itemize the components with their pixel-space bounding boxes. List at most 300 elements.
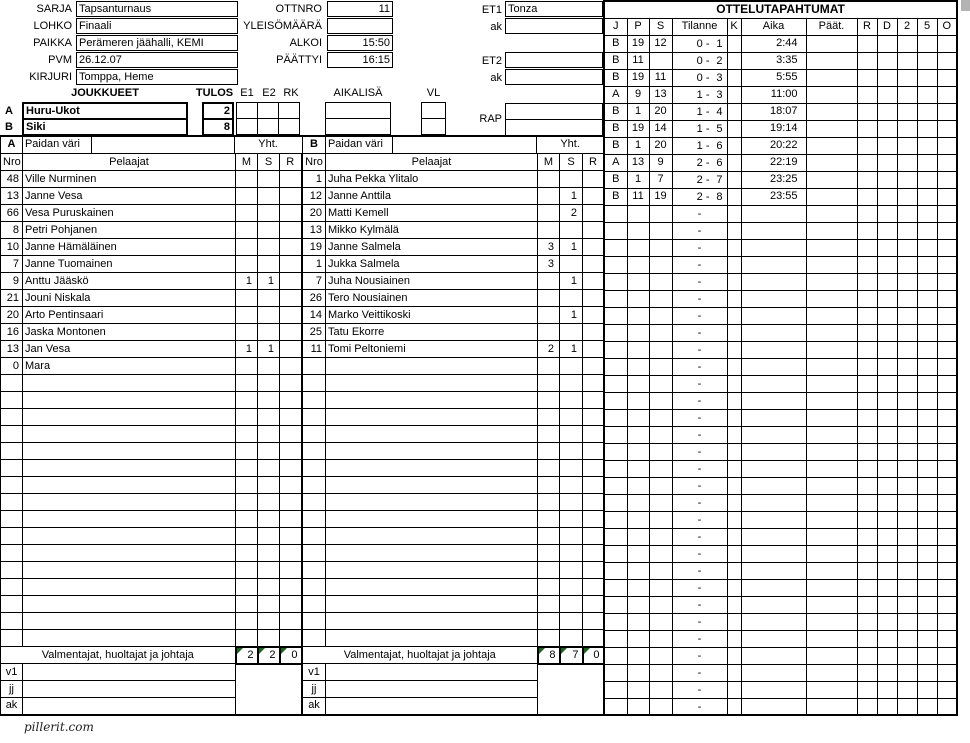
event-time-cell[interactable] (741, 273, 806, 290)
event-d-cell[interactable] (877, 86, 897, 103)
player-name-cell[interactable] (23, 426, 236, 443)
event-scorer-cell[interactable]: 1 (627, 103, 649, 120)
event-5min-cell[interactable] (917, 120, 937, 137)
event-assist-cell[interactable] (649, 52, 672, 69)
event-paat-cell[interactable] (806, 596, 857, 613)
player-number-cell[interactable] (1, 477, 23, 494)
event-time-cell[interactable] (741, 528, 806, 545)
event-k-cell[interactable] (727, 698, 741, 715)
event-2min-cell[interactable] (897, 256, 917, 273)
player-name-cell[interactable]: Vesa Puruskainen (23, 205, 236, 222)
player-assists-cell[interactable]: 1 (258, 273, 280, 290)
event-team-cell[interactable] (604, 698, 627, 715)
player-goals-cell[interactable] (538, 222, 560, 239)
event-scorer-cell[interactable] (627, 341, 649, 358)
player-name-cell[interactable] (326, 545, 538, 562)
player-name-cell[interactable] (326, 511, 538, 528)
event-time-cell[interactable]: 19:14 (741, 120, 806, 137)
team-b-shirt-color-cell[interactable] (393, 137, 538, 153)
event-paat-cell[interactable] (806, 188, 857, 205)
event-r-cell[interactable] (857, 69, 877, 86)
event-r-cell[interactable] (857, 562, 877, 579)
event-r-cell[interactable] (857, 358, 877, 375)
event-2min-cell[interactable] (897, 52, 917, 69)
player-assists-cell[interactable] (258, 307, 280, 324)
event-o-cell[interactable] (937, 528, 957, 545)
event-score-cell[interactable] (672, 630, 727, 647)
event-r-cell[interactable] (857, 460, 877, 477)
event-time-cell[interactable] (741, 460, 806, 477)
player-assists-cell[interactable] (560, 171, 583, 188)
player-assists-cell[interactable] (560, 443, 583, 460)
event-scorer-cell[interactable] (627, 494, 649, 511)
event-time-cell[interactable] (741, 477, 806, 494)
event-o-cell[interactable] (937, 613, 957, 630)
event-2min-cell[interactable] (897, 375, 917, 392)
player-goals-cell[interactable] (236, 375, 258, 392)
player-goals-cell[interactable] (236, 171, 258, 188)
event-team-cell[interactable] (604, 664, 627, 681)
player-name-cell[interactable] (23, 511, 236, 528)
event-2min-cell[interactable] (897, 171, 917, 188)
player-goals-cell[interactable] (236, 392, 258, 409)
event-paat-cell[interactable] (806, 494, 857, 511)
player-number-cell[interactable]: 7 (303, 273, 326, 290)
player-penalty-cell[interactable] (583, 562, 604, 579)
event-assist-cell[interactable] (649, 273, 672, 290)
player-assists-cell[interactable] (258, 460, 280, 477)
player-goals-cell[interactable] (538, 545, 560, 562)
player-name-cell[interactable] (326, 579, 538, 596)
team-a-total-goals-cell[interactable]: 2 (236, 647, 258, 664)
event-score-cell[interactable] (672, 596, 727, 613)
event-assist-cell[interactable]: 9 (649, 154, 672, 171)
player-goals-cell[interactable] (236, 256, 258, 273)
event-assist-cell[interactable] (649, 630, 672, 647)
player-assists-cell[interactable] (258, 562, 280, 579)
event-k-cell[interactable] (727, 528, 741, 545)
event-team-cell[interactable] (604, 647, 627, 664)
player-penalty-cell[interactable] (280, 528, 302, 545)
event-assist-cell[interactable] (649, 528, 672, 545)
event-k-cell[interactable] (727, 358, 741, 375)
event-r-cell[interactable] (857, 409, 877, 426)
event-team-cell[interactable] (604, 375, 627, 392)
event-time-cell[interactable] (741, 222, 806, 239)
event-scorer-cell[interactable] (627, 273, 649, 290)
field-value-cell[interactable]: Tomppa, Heme (76, 69, 238, 85)
player-number-cell[interactable] (303, 613, 326, 630)
player-number-cell[interactable]: 13 (1, 188, 23, 205)
player-assists-cell[interactable] (258, 494, 280, 511)
event-k-cell[interactable] (727, 86, 741, 103)
event-k-cell[interactable] (727, 545, 741, 562)
player-penalty-cell[interactable] (280, 290, 302, 307)
player-goals-cell[interactable] (538, 188, 560, 205)
player-number-cell[interactable]: 9 (1, 273, 23, 290)
event-paat-cell[interactable] (806, 358, 857, 375)
event-k-cell[interactable] (727, 341, 741, 358)
team-a-shirt-color-cell[interactable] (92, 137, 236, 153)
player-name-cell[interactable]: Jan Vesa (23, 341, 236, 358)
event-assist-cell[interactable] (649, 647, 672, 664)
player-penalty-cell[interactable] (583, 426, 604, 443)
event-team-cell[interactable]: B (604, 188, 627, 205)
player-name-cell[interactable] (23, 409, 236, 426)
event-k-cell[interactable] (727, 69, 741, 86)
event-score-cell[interactable] (672, 188, 727, 205)
event-assist-cell[interactable]: 20 (649, 137, 672, 154)
player-penalty-cell[interactable] (280, 188, 302, 205)
staff-merged-cell[interactable] (538, 664, 604, 715)
event-paat-cell[interactable] (806, 477, 857, 494)
event-d-cell[interactable] (877, 52, 897, 69)
event-d-cell[interactable] (877, 698, 897, 715)
event-assist-cell[interactable] (649, 579, 672, 596)
event-d-cell[interactable] (877, 341, 897, 358)
event-paat-cell[interactable] (806, 545, 857, 562)
field-value-cell[interactable]: 26.12.07 (76, 52, 238, 68)
player-number-cell[interactable] (1, 426, 23, 443)
event-assist-cell[interactable] (649, 596, 672, 613)
event-score-cell[interactable] (672, 562, 727, 579)
player-assists-cell[interactable] (258, 239, 280, 256)
player-goals-cell[interactable] (538, 358, 560, 375)
event-team-cell[interactable] (604, 579, 627, 596)
event-2min-cell[interactable] (897, 392, 917, 409)
team-a-total-penalty-cell[interactable]: 0 (280, 647, 302, 664)
event-r-cell[interactable] (857, 307, 877, 324)
event-o-cell[interactable] (937, 205, 957, 222)
rap-value-cell-2[interactable] (506, 120, 602, 135)
player-goals-cell[interactable] (236, 205, 258, 222)
event-o-cell[interactable] (937, 664, 957, 681)
event-o-cell[interactable] (937, 307, 957, 324)
event-time-cell[interactable] (741, 630, 806, 647)
event-d-cell[interactable] (877, 205, 897, 222)
player-goals-cell[interactable] (236, 290, 258, 307)
event-r-cell[interactable] (857, 35, 877, 52)
jj-name-cell[interactable] (326, 681, 538, 698)
player-name-cell[interactable]: Janne Vesa (23, 188, 236, 205)
player-number-cell[interactable] (303, 375, 326, 392)
event-2min-cell[interactable] (897, 562, 917, 579)
player-penalty-cell[interactable] (280, 630, 302, 647)
event-scorer-cell[interactable] (627, 375, 649, 392)
player-goals-cell[interactable] (236, 358, 258, 375)
event-k-cell[interactable] (727, 171, 741, 188)
event-team-cell[interactable] (604, 596, 627, 613)
event-2min-cell[interactable] (897, 290, 917, 307)
player-goals-cell[interactable] (538, 392, 560, 409)
event-time-cell[interactable] (741, 307, 806, 324)
event-team-cell[interactable] (604, 409, 627, 426)
player-number-cell[interactable]: 66 (1, 205, 23, 222)
event-o-cell[interactable] (937, 69, 957, 86)
event-scorer-cell[interactable]: 19 (627, 69, 649, 86)
player-number-cell[interactable] (303, 511, 326, 528)
event-score-cell[interactable] (672, 545, 727, 562)
player-number-cell[interactable]: 12 (303, 188, 326, 205)
player-penalty-cell[interactable] (583, 528, 604, 545)
event-r-cell[interactable] (857, 205, 877, 222)
event-scorer-cell[interactable] (627, 562, 649, 579)
event-d-cell[interactable] (877, 630, 897, 647)
event-scorer-cell[interactable]: 19 (627, 35, 649, 52)
event-scorer-cell[interactable]: 13 (627, 154, 649, 171)
player-number-cell[interactable]: 1 (303, 171, 326, 188)
event-assist-cell[interactable] (649, 426, 672, 443)
event-paat-cell[interactable] (806, 290, 857, 307)
event-scorer-cell[interactable] (627, 596, 649, 613)
event-k-cell[interactable] (727, 103, 741, 120)
event-r-cell[interactable] (857, 341, 877, 358)
event-k-cell[interactable] (727, 596, 741, 613)
player-goals-cell[interactable] (538, 579, 560, 596)
player-goals-cell[interactable] (538, 307, 560, 324)
player-penalty-cell[interactable] (583, 511, 604, 528)
player-number-cell[interactable]: 0 (1, 358, 23, 375)
event-2min-cell[interactable] (897, 137, 917, 154)
player-name-cell[interactable]: Ville Nurminen (23, 171, 236, 188)
player-number-cell[interactable]: 21 (1, 290, 23, 307)
event-paat-cell[interactable] (806, 613, 857, 630)
player-penalty-cell[interactable] (280, 426, 302, 443)
event-team-cell[interactable] (604, 477, 627, 494)
event-score-cell[interactable] (672, 137, 727, 154)
player-name-cell[interactable]: Janne Hämäläinen (23, 239, 236, 256)
event-o-cell[interactable] (937, 443, 957, 460)
player-number-cell[interactable] (1, 613, 23, 630)
event-2min-cell[interactable] (897, 630, 917, 647)
event-r-cell[interactable] (857, 86, 877, 103)
player-number-cell[interactable] (1, 443, 23, 460)
player-number-cell[interactable] (1, 511, 23, 528)
player-penalty-cell[interactable] (280, 562, 302, 579)
player-number-cell[interactable] (1, 528, 23, 545)
player-assists-cell[interactable] (560, 579, 583, 596)
event-team-cell[interactable]: B (604, 120, 627, 137)
et2-value-cell[interactable] (505, 52, 603, 68)
player-name-cell[interactable] (326, 426, 538, 443)
e1-b-cell[interactable] (237, 119, 257, 134)
event-k-cell[interactable] (727, 443, 741, 460)
vl-a-cell[interactable] (422, 103, 445, 118)
event-scorer-cell[interactable] (627, 460, 649, 477)
player-goals-cell[interactable] (236, 579, 258, 596)
player-name-cell[interactable]: Juha Nousiainen (326, 273, 538, 290)
player-penalty-cell[interactable] (583, 545, 604, 562)
event-assist-cell[interactable] (649, 443, 672, 460)
player-number-cell[interactable] (303, 392, 326, 409)
event-team-cell[interactable] (604, 256, 627, 273)
player-penalty-cell[interactable] (280, 273, 302, 290)
event-d-cell[interactable] (877, 239, 897, 256)
event-scorer-cell[interactable] (627, 511, 649, 528)
event-k-cell[interactable] (727, 409, 741, 426)
player-number-cell[interactable]: 10 (1, 239, 23, 256)
event-r-cell[interactable] (857, 154, 877, 171)
event-scorer-cell[interactable] (627, 426, 649, 443)
event-k-cell[interactable] (727, 647, 741, 664)
player-assists-cell[interactable] (560, 392, 583, 409)
event-paat-cell[interactable] (806, 647, 857, 664)
event-o-cell[interactable] (937, 460, 957, 477)
event-paat-cell[interactable] (806, 630, 857, 647)
event-paat-cell[interactable] (806, 103, 857, 120)
event-o-cell[interactable] (937, 698, 957, 715)
player-name-cell[interactable]: Marko Veittikoski (326, 307, 538, 324)
player-goals-cell[interactable] (538, 562, 560, 579)
player-name-cell[interactable] (326, 460, 538, 477)
player-assists-cell[interactable] (560, 596, 583, 613)
event-paat-cell[interactable] (806, 528, 857, 545)
player-assists-cell[interactable] (560, 511, 583, 528)
event-time-cell[interactable] (741, 545, 806, 562)
event-d-cell[interactable] (877, 596, 897, 613)
event-score-cell[interactable] (672, 681, 727, 698)
event-paat-cell[interactable] (806, 409, 857, 426)
event-o-cell[interactable] (937, 494, 957, 511)
event-2min-cell[interactable] (897, 222, 917, 239)
event-d-cell[interactable] (877, 409, 897, 426)
player-name-cell[interactable] (326, 596, 538, 613)
event-time-cell[interactable] (741, 375, 806, 392)
event-5min-cell[interactable] (917, 137, 937, 154)
event-paat-cell[interactable] (806, 460, 857, 477)
player-assists-cell[interactable]: 2 (560, 205, 583, 222)
player-assists-cell[interactable] (258, 528, 280, 545)
event-score-cell[interactable] (672, 154, 727, 171)
event-paat-cell[interactable] (806, 171, 857, 188)
event-5min-cell[interactable] (917, 103, 937, 120)
player-name-cell[interactable] (326, 443, 538, 460)
event-paat-cell[interactable] (806, 511, 857, 528)
player-number-cell[interactable] (303, 579, 326, 596)
event-o-cell[interactable] (937, 86, 957, 103)
player-penalty-cell[interactable] (280, 239, 302, 256)
event-time-cell[interactable] (741, 239, 806, 256)
player-number-cell[interactable]: 13 (303, 222, 326, 239)
event-assist-cell[interactable] (649, 494, 672, 511)
event-time-cell[interactable]: 18:07 (741, 103, 806, 120)
event-paat-cell[interactable] (806, 86, 857, 103)
event-o-cell[interactable] (937, 647, 957, 664)
player-name-cell[interactable]: Jaska Montonen (23, 324, 236, 341)
event-team-cell[interactable] (604, 426, 627, 443)
player-assists-cell[interactable] (560, 630, 583, 647)
field-value-cell[interactable]: 15:50 (327, 35, 393, 51)
event-5min-cell[interactable] (917, 647, 937, 664)
event-time-cell[interactable] (741, 409, 806, 426)
event-5min-cell[interactable] (917, 307, 937, 324)
event-team-cell[interactable] (604, 630, 627, 647)
player-penalty-cell[interactable] (583, 630, 604, 647)
player-penalty-cell[interactable] (280, 358, 302, 375)
event-score-cell[interactable] (672, 341, 727, 358)
event-5min-cell[interactable] (917, 375, 937, 392)
event-5min-cell[interactable] (917, 239, 937, 256)
event-score-cell[interactable] (672, 392, 727, 409)
event-k-cell[interactable] (727, 562, 741, 579)
event-2min-cell[interactable] (897, 341, 917, 358)
event-team-cell[interactable] (604, 613, 627, 630)
player-name-cell[interactable]: Juha Pekka Ylitalo (326, 171, 538, 188)
player-penalty-cell[interactable] (280, 494, 302, 511)
player-name-cell[interactable] (326, 613, 538, 630)
event-r-cell[interactable] (857, 681, 877, 698)
event-5min-cell[interactable] (917, 528, 937, 545)
player-name-cell[interactable]: Tatu Ekorre (326, 324, 538, 341)
player-assists-cell[interactable] (560, 375, 583, 392)
event-score-cell[interactable] (672, 103, 727, 120)
event-k-cell[interactable] (727, 375, 741, 392)
event-o-cell[interactable] (937, 324, 957, 341)
event-2min-cell[interactable] (897, 358, 917, 375)
event-score-cell[interactable] (672, 324, 727, 341)
event-5min-cell[interactable] (917, 613, 937, 630)
player-penalty-cell[interactable] (583, 239, 604, 256)
player-name-cell[interactable]: Matti Kemell (326, 205, 538, 222)
event-d-cell[interactable] (877, 188, 897, 205)
team-b-name-cell[interactable]: Siki (26, 121, 46, 133)
player-goals-cell[interactable] (538, 409, 560, 426)
player-goals-cell[interactable] (236, 562, 258, 579)
event-2min-cell[interactable] (897, 443, 917, 460)
player-penalty-cell[interactable] (583, 375, 604, 392)
player-assists-cell[interactable] (258, 511, 280, 528)
event-r-cell[interactable] (857, 494, 877, 511)
event-r-cell[interactable] (857, 120, 877, 137)
event-time-cell[interactable]: 23:55 (741, 188, 806, 205)
player-goals-cell[interactable] (538, 613, 560, 630)
event-assist-cell[interactable] (649, 698, 672, 715)
event-2min-cell[interactable] (897, 307, 917, 324)
ak2-value-cell[interactable] (505, 69, 603, 85)
event-d-cell[interactable] (877, 494, 897, 511)
team-b-score-cell[interactable]: 8 (223, 121, 230, 133)
field-value-cell[interactable] (327, 18, 393, 34)
e2-b-cell[interactable] (258, 119, 278, 134)
event-assist-cell[interactable]: 11 (649, 69, 672, 86)
event-2min-cell[interactable] (897, 460, 917, 477)
event-assist-cell[interactable]: 13 (649, 86, 672, 103)
player-goals-cell[interactable] (538, 205, 560, 222)
event-d-cell[interactable] (877, 171, 897, 188)
event-paat-cell[interactable] (806, 222, 857, 239)
player-name-cell[interactable] (23, 596, 236, 613)
player-number-cell[interactable] (1, 630, 23, 647)
event-k-cell[interactable] (727, 324, 741, 341)
event-r-cell[interactable] (857, 528, 877, 545)
event-time-cell[interactable] (741, 358, 806, 375)
player-name-cell[interactable] (23, 460, 236, 477)
player-penalty-cell[interactable] (583, 324, 604, 341)
event-time-cell[interactable]: 3:35 (741, 52, 806, 69)
event-scorer-cell[interactable]: 19 (627, 120, 649, 137)
event-team-cell[interactable]: B (604, 171, 627, 188)
vl-b-cell[interactable] (422, 119, 445, 134)
event-r-cell[interactable] (857, 613, 877, 630)
player-number-cell[interactable] (303, 460, 326, 477)
event-team-cell[interactable] (604, 511, 627, 528)
event-k-cell[interactable] (727, 477, 741, 494)
player-number-cell[interactable] (303, 477, 326, 494)
event-o-cell[interactable] (937, 579, 957, 596)
player-assists-cell[interactable] (258, 256, 280, 273)
event-r-cell[interactable] (857, 256, 877, 273)
event-assist-cell[interactable] (649, 290, 672, 307)
